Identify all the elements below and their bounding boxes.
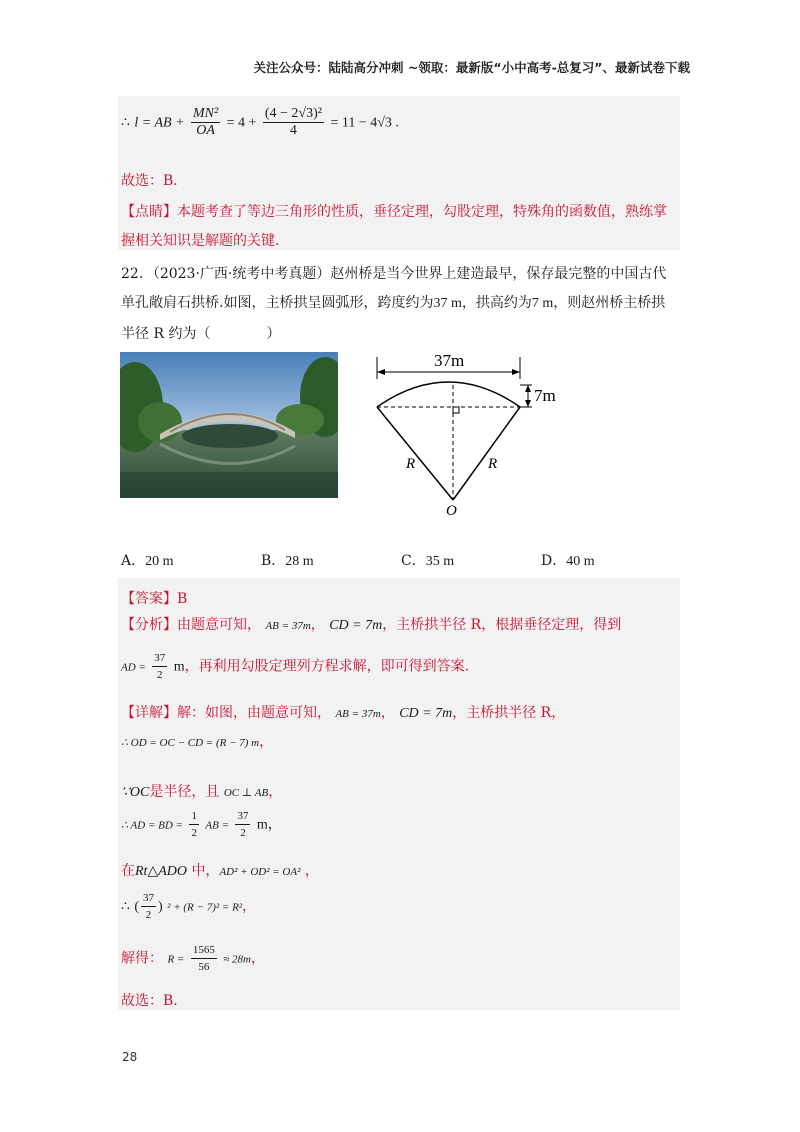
analysis-line-2: AD = $\frac{37}{2}$ m，再利用勾股定理列方程求解，即可得到答案.	[121, 652, 470, 681]
comment-line-1: 【点睛】本题考查了等边三角形的性质，垂径定理，勾股定理，特殊角的函数值，熟练掌	[121, 204, 667, 220]
step-6: 解得： R = $\frac{1565}{56}$ ≈ 28m，	[121, 944, 265, 973]
right-radius-label: R	[488, 456, 498, 472]
comment-line-2: 握相关知识是解题的关键．	[121, 233, 289, 249]
bridge-photo	[120, 352, 338, 498]
answer-line: 【答案】B	[121, 591, 188, 607]
formula-line: ∴ l = AB + $\frac{\text{MN²}}{OA}$ = 4 + $\frac{\text{(4 − 2√3)²}}{4}$ = 11 − 4√3 .	[121, 106, 399, 138]
step-2: ∵OC是半径，且 OC ⊥ AB，	[121, 784, 283, 800]
span-label: 37m	[434, 351, 465, 370]
final-choice: 故选：B.	[121, 993, 178, 1009]
center-label: O	[446, 503, 457, 519]
option-c: C．35 m	[401, 553, 455, 569]
option-b: B．28 m	[261, 553, 314, 569]
left-radius-label: R	[406, 456, 416, 472]
step-3: ∴ AD = BD = $\frac{1}{2}$ AB = $\frac{37}{2}$ m，	[121, 810, 282, 839]
page-number: 28	[122, 1050, 138, 1064]
option-d: D．40 m	[541, 553, 595, 569]
page-header: 关注公众号：陆陆高分冲刺 ~领取：最新版“小中高考-总复习”、最新试卷下载	[253, 60, 690, 75]
height-label: 7m	[534, 386, 556, 405]
step-4: 在Rt△ADO 中，AD² + OD² = OA² ，	[121, 863, 319, 879]
detail-line-1: 【详解】解：如图，由题意可知， AB = 37m， CD = 7m，主桥拱半径 R，	[121, 705, 566, 721]
analysis-line-1: 【分析】由题意可知， AB = 37m， CD = 7m，主桥拱半径 R，根据垂径定理，得到	[121, 617, 622, 633]
step-5: ∴ ( $\frac{37}{2}$ ) ² + (R − 7)² = R²，	[121, 892, 257, 921]
previous-choice: 故选：B．	[121, 173, 188, 189]
step-1: ∴ OD = OC − CD = (R − 7) m，	[121, 734, 274, 750]
option-a: A．20 m	[121, 553, 174, 569]
question-line-2: 单孔敞肩石拱桥.如图，主桥拱呈圆弧形，跨度约为37 m，拱高约为7 m，则赵州桥主桥拱	[121, 295, 666, 311]
question-line-3: 半径 R 约为（ ）	[121, 326, 281, 342]
arch-diagram	[360, 345, 560, 525]
question-line-1: 22．（2023·广西·统考中考真题）赵州桥是当今世界上建造最早，保存最完整的中国古代	[121, 266, 667, 282]
